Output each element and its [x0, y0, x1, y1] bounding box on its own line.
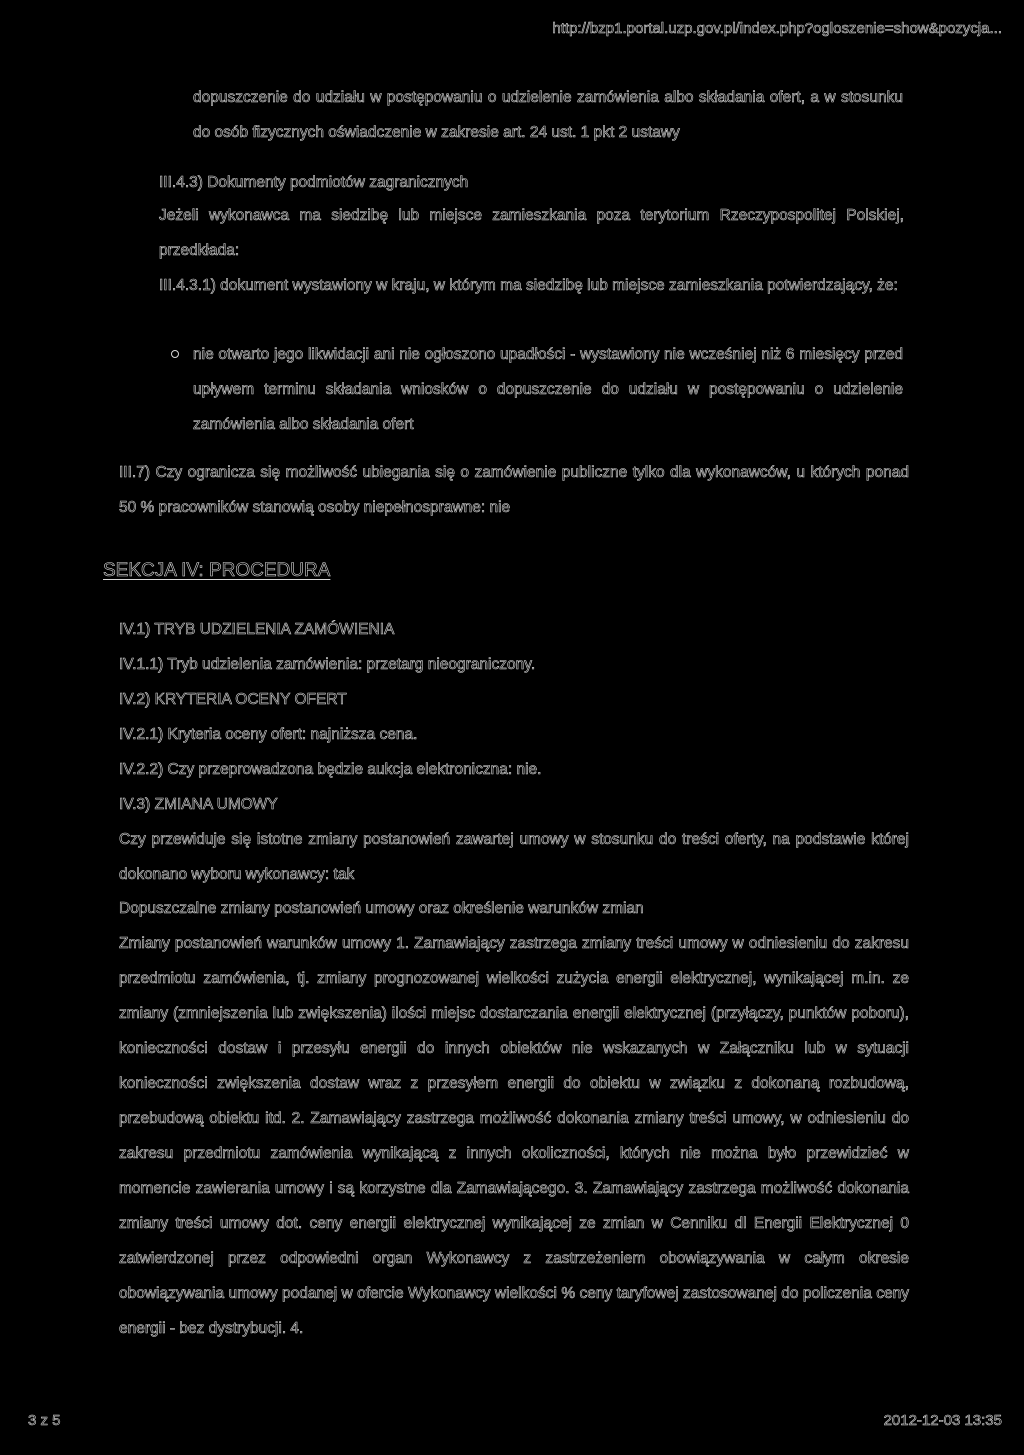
- line-iv21: IV.2.1) Kryteria oceny ofert: najniższa cena.: [119, 726, 418, 743]
- print-datetime: 2012-12-03 13:35: [883, 1412, 1002, 1429]
- heading-iv3: IV.3) ZMIANA UMOWY: [119, 796, 278, 813]
- heading-iv2: IV.2) KRYTERIA OCENY OFERT: [119, 691, 347, 708]
- paragraph-document-issued: III.4.3.1) dokument wystawiony w kraju, w którym ma siedzibę lub miejsce zamieszkania potwierdzający, że:: [159, 277, 898, 294]
- paragraph-iv3-question: Czy przewiduje się istotne zmiany postanowień zawartej umowy w stosunku do treści oferty, na podstawie której dokonano wyboru wykonawcy: tak: [119, 831, 909, 883]
- heading-iv1: IV.1) TRYB UDZIELENIA ZAMÓWIENIA: [119, 621, 395, 638]
- line-iv22: IV.2.2) Czy przeprowadzona będzie aukcja elektroniczna: nie.: [119, 761, 542, 778]
- continuation-paragraph: dopuszczenie do udziału w postępowaniu o udzielenie zamówienia albo składania ofert, a w stosunku do osób fizycznych oświadczenie w zakresie art. 24 ust. 1 pkt 2 ustawy: [193, 89, 903, 141]
- paragraph-foreign-entity: Jeżeli wykonawca ma siedzibę lub miejsce zamieszkania poza terytorium Rzeczypospolitej Polskiej, przedkłada:: [159, 207, 904, 259]
- heading-foreign-documents: III.4.3) Dokumenty podmiotów zagranicznych: [159, 174, 469, 191]
- line-iv3-allowed-changes: Dopuszczalne zmiany postanowień umowy oraz określenie warunków zmian: [119, 900, 644, 917]
- page-number: 3 z 5: [28, 1412, 61, 1429]
- line-iv11: IV.1.1) Tryb udzielenia zamówienia: przetarg nieograniczony.: [119, 656, 536, 673]
- paragraph-iii7: III.7) Czy ogranicza się możliwość ubiegania się o zamówienie publiczne tylko dla wykonawców, u których ponad 50 % pracowników stanowią osoby niepełnosprawne: nie: [119, 464, 909, 516]
- paragraph-iv3-changes: Zmiany postanowień warunków umowy 1. Zamawiający zastrzega zmiany treści umowy w odniesieniu do zakresu przedmiotu zamówienia, tj. zmiany prognozowanej wielkości zużycia energii elektrycznej, wynikającej m.in. ze zmiany (zmniejszenia lub zwiększenia) ilości miejsc dostarczania energii elektrycznej (przyłączy, punktów poboru), konieczności dostaw i przesyłu energii do innych obiektów nie wskazanych w Załączniku lub w sytuacji konieczności zwiększenia dostaw wraz z przesyłem energii do obiektu w związku z dokonaną rozbudową, przebudową obiektu itd. 2. Zamawiający zastrzega możliwość dokonania zmiany treści umowy, w odniesieniu do zakresu przedmiotu zamówienia wynikającą z innych okoliczności, których nie można było przewidzieć w momencie zawierania umowy i są korzystne dla Zamawiającego. 3. Zamawiający zastrzega możliwość dokonania zmiany treści umowy dot. ceny energii elektrycznej wynikającej ze zmian w Cenniku dl Energii Elektrycznej 0 zatwierdzonej przez odpowiedni organ Wykonawcy z zastrzeżeniem obowiązywania w całym okresie obowiązywania umowy podanej w ofercie Wykonawcy wielkości % ceny taryfowej zastosowanej do policzenia ceny energii - bez dystrybucji. 4.: [119, 935, 909, 1337]
- bullet-item-liquidation: nie otwarto jego likwidacji ani nie ogłoszono upadłości - wystawiony nie wcześniej niż 6 miesięcy przed upływem terminu składania wniosków o dopuszczenie do udziału w postępowaniu o udzielenie zamówienia albo składania ofert: [193, 337, 903, 442]
- page-url-header: http://bzp1.portal.uzp.gov.pl/index.php?ogloszenie=show&pozycja...: [552, 20, 1002, 37]
- section-title: SEKCJA IV: PROCEDURA: [103, 560, 331, 581]
